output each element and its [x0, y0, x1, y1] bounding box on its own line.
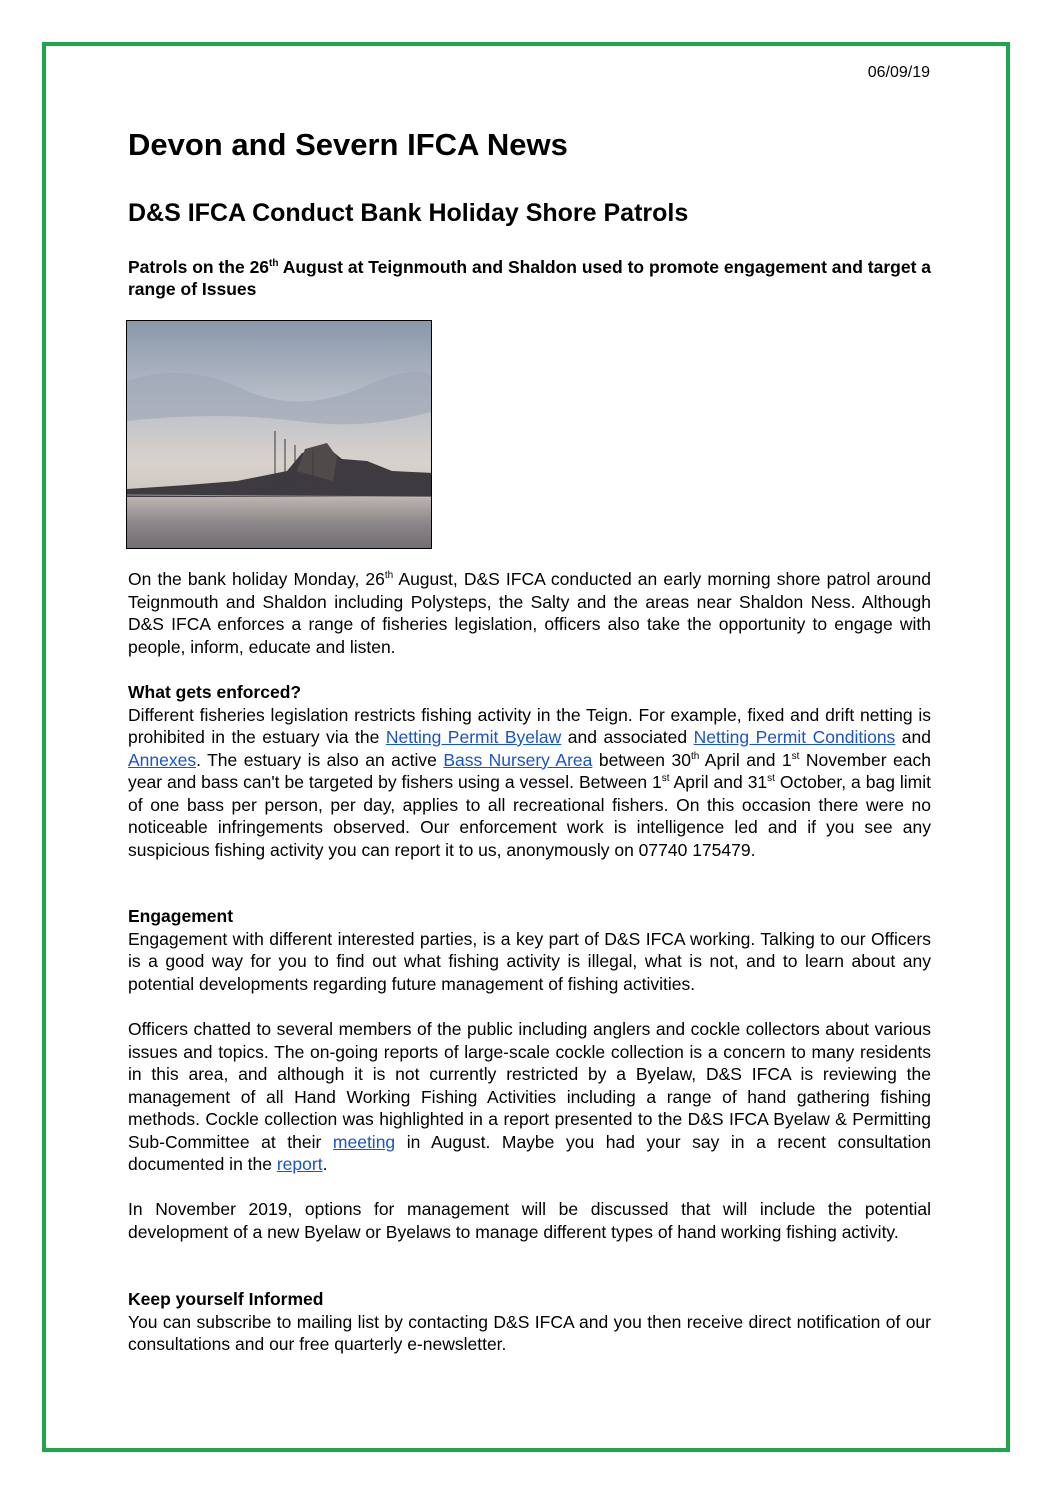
bass-nursery-area-link[interactable]: Bass Nursery Area [443, 749, 593, 770]
officers-paragraph: Officers chatted to several members of the public including anglers and cockle collectors about various issues and topics. The on-going reports of large-scale cockle collection is a concern to many residents in this area, and although it is not currently restricted by a Byelaw, D&S IFCA is reviewing the management of all Hand Working Fishing Activities including a range of hand gathering fishing methods. Cockle collection was highlighted in a report presented to the D&S IFCA Byelaw & Permitting Sub-Committee at their meeting in August. Maybe you had your say in a recent consultation documented in the report. [128, 1019, 931, 1174]
netting-permit-conditions-link[interactable]: Netting Permit Conditions [693, 727, 896, 747]
annexes-link[interactable]: Annexes [128, 749, 197, 770]
article-lead: Patrols on the 26th August at Teignmouth and Shaldon used to promote engagement and target a range of Issues [128, 257, 932, 299]
intro-paragraph: On the bank holiday Monday, 26th August, D&S IFCA conducted an early morning shore patrol around Teignmouth and Shaldon including Polysteps, the Salty and the areas near Shaldon Ness. Although D&S IFCA enforces a range of fisheries legislation, officers also take the opportunity to engage with people, inform, educate and listen. [128, 569, 931, 657]
enforcement-heading: What gets enforced? [128, 682, 302, 702]
november-paragraph: In November 2019, options for management will be discussed that will include the potential development of a new Byelaw or Byelaws to manage different types of hand working fishing activity. [128, 1199, 931, 1242]
report-link[interactable]: report [276, 1154, 323, 1174]
estuary-photo [126, 320, 432, 549]
article-headline: D&S IFCA Conduct Bank Holiday Shore Patrols [128, 199, 689, 227]
informed-heading: Keep yourself Informed [128, 1289, 324, 1309]
engagement-heading: Engagement [128, 906, 234, 926]
page-title: Devon and Severn IFCA News [128, 127, 568, 162]
engagement-section: Engagement Engagement with different interested parties, is a key part of D&S IFCA working. Talking to our Officers is a good way for you to find out what fishing activity is illegal, what is not, and to learn about any potential developments regarding future management of fishing activities. [128, 906, 931, 994]
publication-date: 06/09/19 [867, 64, 930, 81]
netting-permit-byelaw-link[interactable]: Netting Permit Byelaw [385, 727, 562, 747]
meeting-link[interactable]: meeting [332, 1131, 396, 1152]
enforcement-section: What gets enforced? Different fisheries legislation restricts fishing activity in the Teign. For example, fixed and drift netting is prohibited in the estuary via the Netting Permit Byelaw and associated Netting Permit Conditions and Annexes. The estuary is also an active Bass Nursery Area between 30th April and 1st November each year and bass can't be targeted by fishers using a vessel. Between 1st April and 31st October, a bag limit of one bass per person, per day, applies to all recreational fishers. On this occasion there were no noticeable infringements observed. Our enforcement work is intelligence led and if you see any suspicious fishing activity you can report it to us, anonymously on 07740 175479. [128, 682, 932, 860]
informed-section: Keep yourself Informed You can subscribe to mailing list by contacting D&S IFCA and you then receive direct notification of our consultations and our free quarterly e-newsletter. [128, 1289, 931, 1354]
